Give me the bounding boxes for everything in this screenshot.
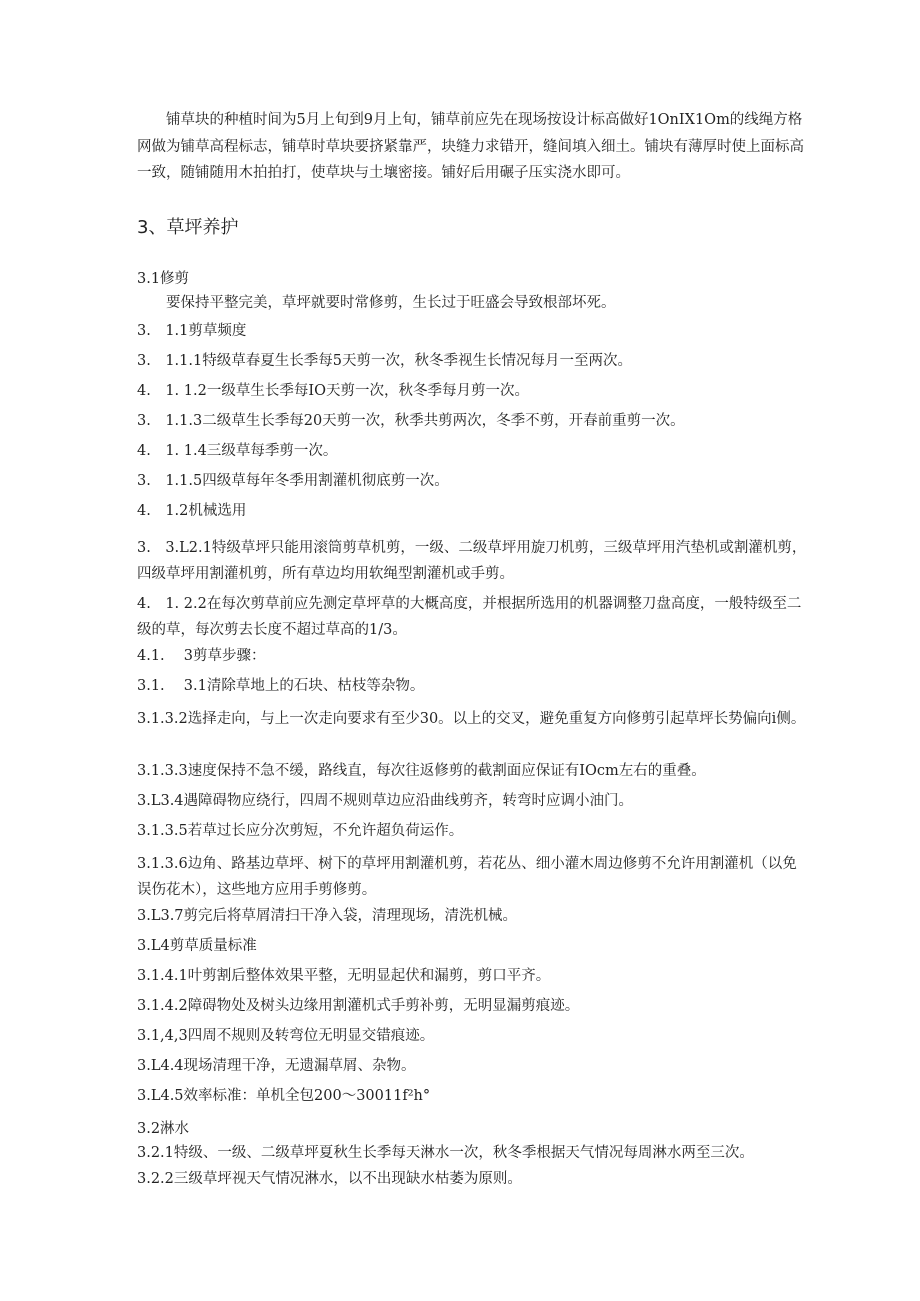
list-item: 3.2.2三级草坪视天气情况淋水，以不出现缺水枯萎为原则。 [137,1171,522,1187]
list-item: 4. 1. 1.4三级草每季剪一次。 [137,443,338,459]
list-item: 3.1,4,3四周不规则及转弯位无明显交错痕迹。 [137,1028,435,1044]
list-item: 4. 1. 1.2一级草生长季每IO天剪一次，秋冬季每月剪一次。 [137,383,529,399]
list-item: 3.2.1特级、一级、二级草坪夏秋生长季每天淋水一次，秋冬季根据天气情况每周淋水两至三次。 [137,1145,754,1161]
subheading-frequency: 3. 1.1剪草频度 [137,323,247,339]
section-heading: 3、草坪养护 [137,217,239,238]
list-item: 3. 3.L2.1特级草坪只能用滚筒剪草机剪，一级、二级草坪用旋刀机剪，三级草坪用汽垫机或割灌机剪，四级草坪用割灌机剪，所有草边均用软绳型割灌机或手剪。 [137,540,807,582]
subheading-quality: 3.L4剪草质量标准 [137,938,257,954]
list-item: 3.L4.4现场清理干净，无遗漏草屑、杂物。 [137,1058,416,1074]
subheading-steps: 4.1. 3剪草步骤： [137,648,266,664]
paragraph-trim-intro: 要保持平整完美，草坪就要时常修剪，生长过于旺盛会导致根部坏死。 [166,295,616,311]
subheading-trim: 3.1修剪 [137,271,190,287]
list-item: 3.L3.7剪完后将草屑清扫干净入袋，清理现场，清洗机械。 [137,908,518,924]
list-item: 3.1.4.1叶剪割后整体效果平整，无明显起伏和漏剪，剪口平齐。 [137,968,551,984]
list-item: 3.L3.4遇障碍物应绕行，四周不规则草边应沿曲线剪齐，转弯时应调小油门。 [137,793,634,809]
list-item: 3.1.3.2选择走向，与上一次走向要求有至少30。以上的交叉，避免重复方向修剪引起草坪长势偏向i侧。 [137,711,806,727]
list-item: 3.1.3.6边角、路基边草坪、树下的草坪用割灌机剪，若花丛、细小灌木周边修剪不允许用割灌机（以免误伤花木），这些地方应用手剪修剪。 [137,856,797,898]
list-item: 3.L4.5效率标准：单机全包200～30011f²h° [137,1088,431,1104]
list-item: 3.1.3.5若草过长应分次剪短，不允许超负荷运作。 [137,823,464,839]
subheading-machinery: 4. 1.2机械选用 [137,503,247,519]
list-item: 3.1.4.2障碍物处及树头边缘用割灌机式手剪补剪，无明显漏剪痕迹。 [137,998,580,1014]
list-item: 3. 1.1.1特级草春夏生长季每5天剪一次，秋冬季视生长情况每月一至两次。 [137,353,632,369]
list-item: 4. 1. 2.2在每次剪草前应先测定草坪草的大概高度，并根据所选用的机器调整刀盘高度，一般特级至二级的草，每次剪去长度不超过草高的1/3。 [137,596,802,638]
list-item: 3.1.3.3速度保持不急不缓，路线直，每次往返修剪的截割面应保证有IOcm左右的重叠。 [137,763,706,779]
list-item: 3.1. 3.1清除草地上的石块、枯枝等杂物。 [137,678,425,694]
list-item: 3. 1.1.5四级草每年冬季用割灌机彻底剪一次。 [137,473,449,489]
list-item: 3. 1.1.3二级草生长季每20天剪一次，秋季共剪两次，冬季不剪，开春前重剪一次。 [137,413,685,429]
subheading-watering: 3.2淋水 [137,1121,190,1137]
intro-paragraph: 铺草块的种植时间为5月上旬到9月上旬，铺草前应先在现场按设计标高做好1OnIX1Om的线绳方格网做为铺草高程标志，铺草时草块要挤紧靠严，块缝力求错开，缝间填入细土。铺块有薄厚时使上面标高一致，随铺随用木拍拍打，使草块与土壤密接。铺好后用碾子压实浇水即可。 [137,112,804,181]
